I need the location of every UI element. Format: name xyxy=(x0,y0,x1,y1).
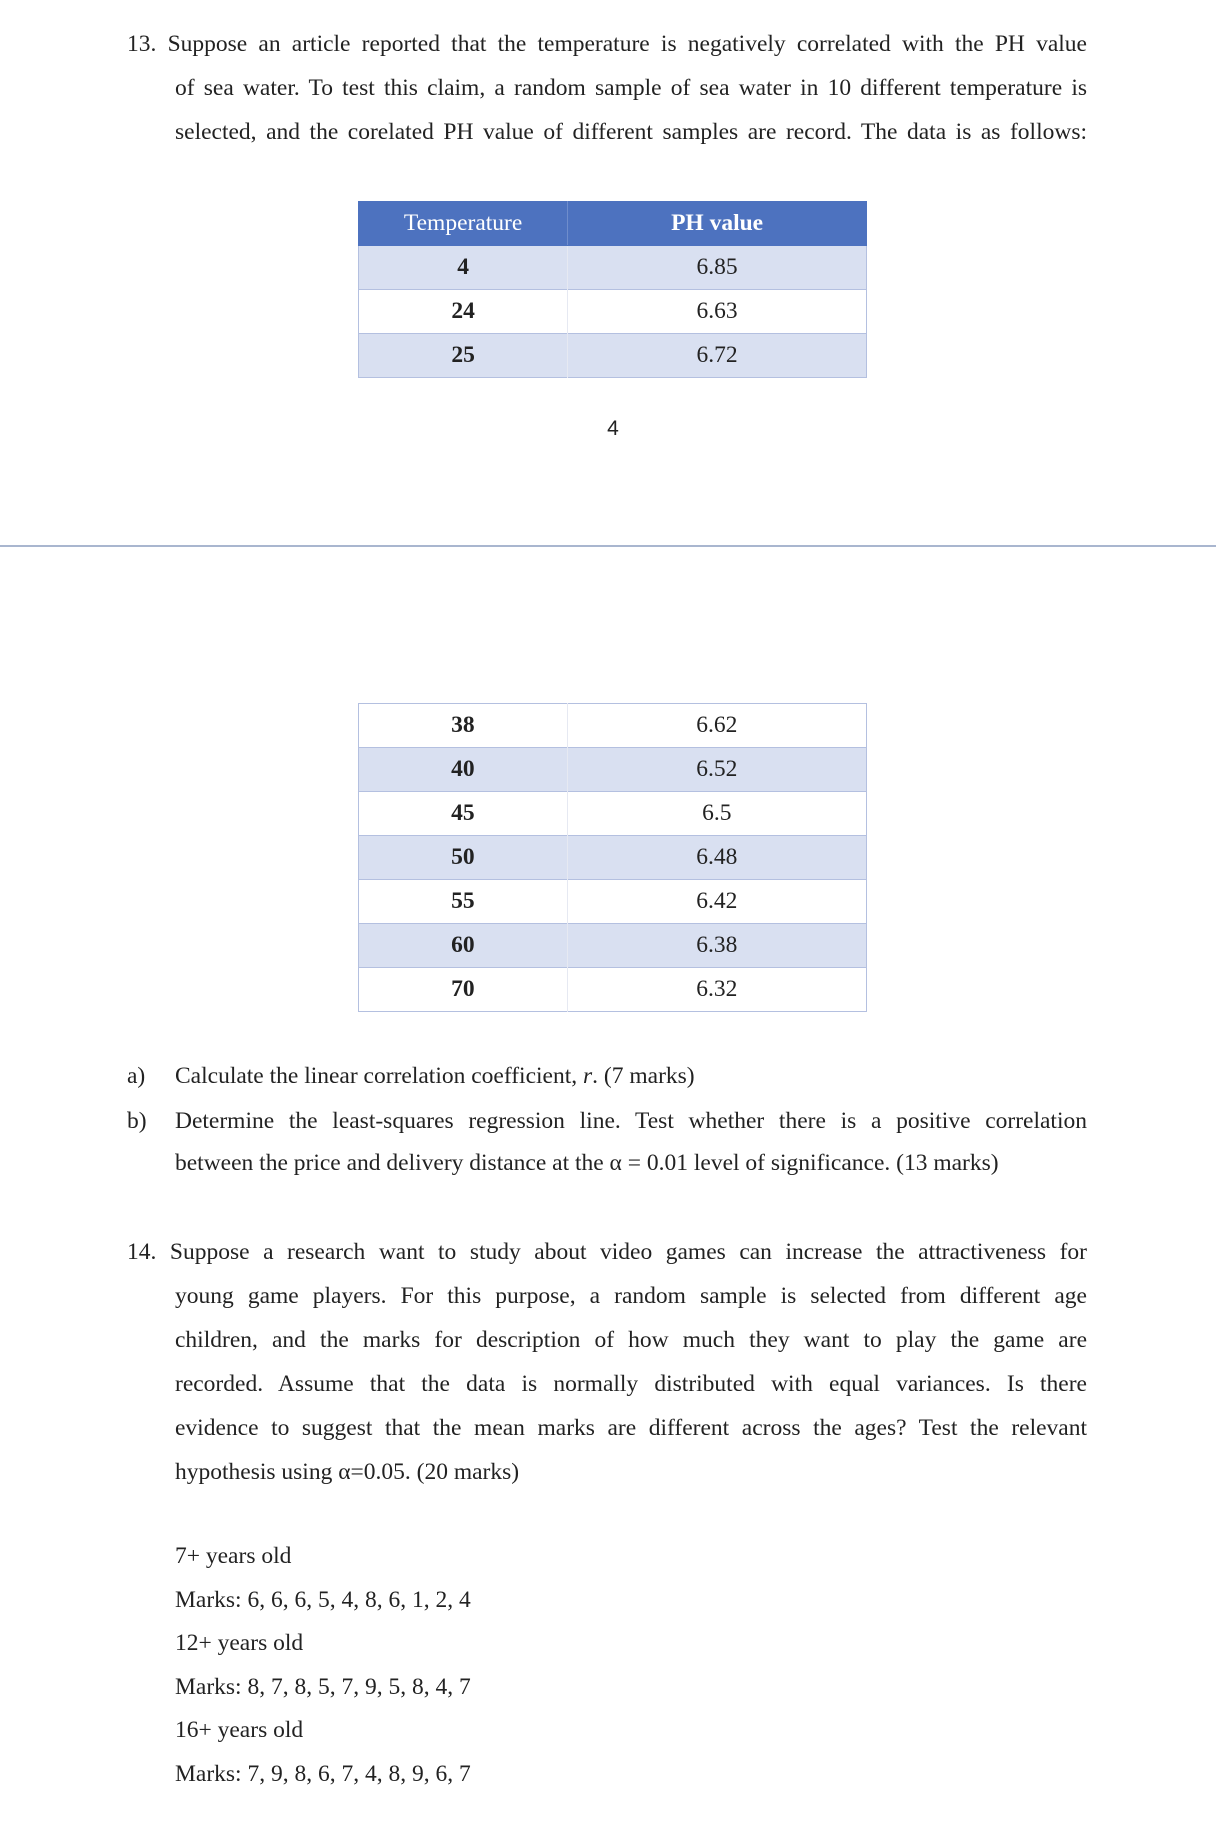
ph-cell: 6.38 xyxy=(567,924,866,968)
ph-cell: 6.5 xyxy=(567,792,866,836)
table-row xyxy=(359,968,867,1012)
group-marks-7plus: Marks: 6, 6, 6, 5, 4, 8, 6, 1, 2, 4 xyxy=(175,1586,471,1613)
group-marks-12plus: Marks: 8, 7, 8, 5, 7, 9, 5, 8, 4, 7 xyxy=(175,1673,471,1700)
temperature-cell: 45 xyxy=(359,792,568,836)
part-a-marks: . (7 marks) xyxy=(592,1063,695,1089)
part-a-letter: a) xyxy=(127,1063,146,1089)
q13-line-1: 13. Suppose an article reported that the temperature is negatively correlated with the PH value xyxy=(127,31,1087,57)
part-b-line-1: Determine the least-squares regression line. Test whether there is a positive correlation xyxy=(175,1108,1087,1134)
table-row xyxy=(359,290,867,334)
ph-cell: 6.62 xyxy=(567,704,866,748)
group-label-12plus: 12+ years old xyxy=(175,1630,304,1656)
group-label-16plus: 16+ years old xyxy=(175,1717,304,1743)
ph-cell: 6.72 xyxy=(568,334,867,378)
q14-text xyxy=(127,1230,1087,1494)
page-break-divider xyxy=(0,545,1216,547)
ph-cell: 6.52 xyxy=(567,748,866,792)
part-b-letter: b) xyxy=(127,1108,147,1134)
part-a-text: Calculate the linear correlation coefficient, xyxy=(175,1063,584,1089)
q14-line-2: young game players. For this purpose, a random sample is selected from different age xyxy=(175,1283,1087,1309)
table-row xyxy=(359,792,867,836)
table-row xyxy=(359,748,867,792)
table-row xyxy=(359,334,867,378)
data-table-part2 xyxy=(358,703,867,1012)
q13-part-a xyxy=(127,1055,1087,1097)
part-a-variable: r xyxy=(583,1063,593,1089)
temperature-cell: 60 xyxy=(359,924,568,968)
table-row xyxy=(359,924,867,968)
part-b-line-2: between the price and delivery distance at the α = 0.01 level of significance. (13 marks) xyxy=(175,1150,999,1176)
q13-line-3: selected, and the corelated PH value of different samples are record. The data is as follows: xyxy=(175,119,1087,145)
q14-line-3: children, and the marks for description of how much they want to play the game are xyxy=(175,1327,1087,1353)
table-row xyxy=(359,880,867,924)
ph-cell: 6.85 xyxy=(568,246,867,290)
ph-cell: 6.32 xyxy=(567,968,866,1012)
table-header-row xyxy=(359,202,867,246)
ph-cell: 6.63 xyxy=(568,290,867,334)
table-row xyxy=(359,704,867,748)
age-groups xyxy=(175,1535,471,1796)
header-temperature: Temperature xyxy=(359,202,568,246)
table-row xyxy=(359,246,867,290)
temperature-cell: 50 xyxy=(359,836,568,880)
ph-cell: 6.48 xyxy=(567,836,866,880)
ph-cell: 6.42 xyxy=(567,880,866,924)
data-table-part1 xyxy=(358,201,867,378)
q14-line-6: hypothesis using α=0.05. (20 marks) xyxy=(175,1459,520,1485)
q13-line-2: of sea water. To test this claim, a random sample of sea water in 10 different temperature is xyxy=(175,75,1087,101)
q13-text xyxy=(127,22,1087,154)
group-marks-16plus: Marks: 7, 9, 8, 6, 7, 4, 8, 9, 6, 7 xyxy=(175,1760,471,1787)
group-label-7plus: 7+ years old xyxy=(175,1543,292,1569)
q14-line-5: evidence to suggest that the mean marks are different across the ages? Test the relevant xyxy=(175,1415,1087,1441)
page-number: 4 xyxy=(607,417,619,440)
temperature-cell: 4 xyxy=(359,246,568,290)
temperature-cell: 55 xyxy=(359,880,568,924)
temperature-cell: 38 xyxy=(359,704,568,748)
header-ph-value: PH value xyxy=(568,202,867,246)
q13-part-b xyxy=(127,1100,1087,1184)
temperature-cell: 25 xyxy=(359,334,568,378)
temperature-cell: 24 xyxy=(359,290,568,334)
temperature-cell: 40 xyxy=(359,748,568,792)
temperature-cell: 70 xyxy=(359,968,568,1012)
q14-line-4: recorded. Assume that the data is normally distributed with equal variances. Is there xyxy=(175,1371,1087,1397)
q14-line-1: 14. Suppose a research want to study about video games can increase the attractiveness for xyxy=(127,1239,1087,1265)
table-row xyxy=(359,836,867,880)
